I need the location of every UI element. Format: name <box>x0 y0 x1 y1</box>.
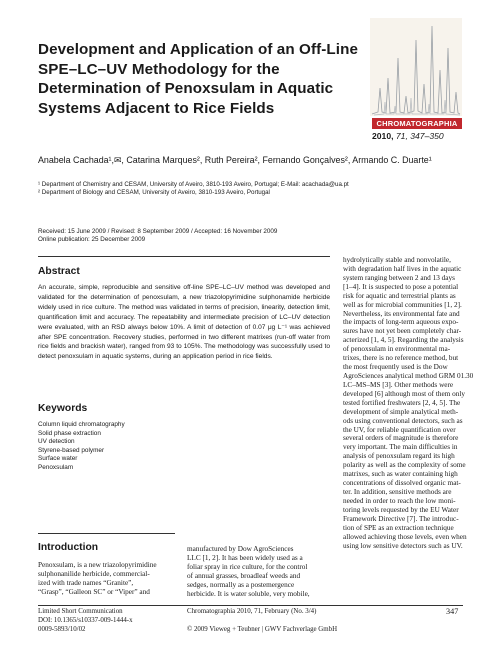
page-number: 347 <box>446 607 459 616</box>
author-list: Anabela Cachada¹,✉, Catarina Marques², Ruth Pereira², Fernando Gonçalves², Armando C. Duarte¹ <box>38 155 432 165</box>
text-line: “Grasp”, “Galleon SC” or “Viper” and <box>38 588 150 596</box>
title-line: Development and Application of an Off-Line <box>38 41 359 58</box>
journal-year: 2010, <box>372 131 394 141</box>
keyword-item: Solid phase extraction <box>38 429 101 437</box>
journal-logo-graphic <box>370 18 462 116</box>
doi: DOI: 10.1365/s10337-009-1444-x <box>38 617 133 624</box>
text-line: ized with trade names “Granite”, <box>38 579 134 587</box>
issn-code: 0009-5893/10/02 <box>38 626 86 633</box>
text-line: allowed achieving those levels, even when <box>343 532 467 541</box>
text-line: needed in order to reach the low moni- <box>343 496 456 505</box>
text-line: foliar spray in rice culture, for the control <box>187 563 308 571</box>
text-line: ter. In addition, sensitive methods are <box>343 487 452 496</box>
text-line: with degradation half lives in the aquatic <box>343 264 462 273</box>
text-line: AgroSciences analytical method GRM 01.30 <box>343 371 474 380</box>
text-line: sures have not yet been completely char- <box>343 327 462 336</box>
text-line: [1–4]. It is suspected to pose a potential <box>343 282 459 291</box>
article-title <box>38 40 368 118</box>
text-line: toring levels requested by the EU Water <box>343 505 459 514</box>
keyword-item: UV detection <box>38 438 75 445</box>
affiliation-1: ¹ Department of Chemistry and CESAM, University of Aveiro, 3810-193 Aveiro, Portugal; E-Mail: acachada@ua.pt <box>38 181 349 188</box>
keyword-item: Column liquid chromatography <box>38 421 125 428</box>
journal-citation <box>372 131 444 141</box>
text-line: tion of SPE as an extraction technique <box>343 523 454 532</box>
text-line: Penoxsulam, is a new triazolopyrimidine <box>38 561 157 569</box>
body-right-column <box>343 256 474 550</box>
text-line: analysis of penoxsulam regard its high <box>343 452 455 461</box>
text-line: using low sensitive detectors such as UV. <box>343 541 463 550</box>
text-line: acterized [1, 4, 5]. Regarding the analysis <box>343 336 464 345</box>
online-publication-date: Online publication: 25 December 2009 <box>38 236 146 243</box>
text-line: LLC [1, 2]. It has been widely used as a <box>187 554 303 562</box>
affiliation-2: ² Department of Biology and CESAM, University of Aveiro, 3810-193 Aveiro, Portugal <box>38 189 270 196</box>
introduction-top-rule <box>38 533 175 534</box>
text-line: hydrolytically stable and nonvolatile, <box>343 256 451 264</box>
chromatogram-graphic <box>370 18 462 116</box>
text-line: LC–MS–MS [3]. Other methods were <box>343 380 454 389</box>
journal-volume-pages: 71, 347–350 <box>395 131 444 141</box>
keyword-item: Styrene-based polymer <box>38 446 105 454</box>
article-type: Limited Short Communication <box>38 608 123 615</box>
text-line: system ranging between 2 and 13 days <box>343 273 455 282</box>
copyright: © 2009 Vieweg + Teubner | GWV Fachverlage GmbH <box>187 626 338 633</box>
text-line: manufactured by Dow AgroSciences <box>187 545 294 553</box>
text-line: several orders of magnitude is therefore <box>343 434 459 443</box>
abstract-top-rule <box>38 256 330 257</box>
keywords-heading: Keywords <box>38 403 88 414</box>
text-line: polarity as well as the complexity of some <box>343 461 466 470</box>
text-line: matrixes, such as water containing high <box>343 470 458 479</box>
received-dates: Received: 15 June 2009 / Revised: 8 September 2009 / Accepted: 16 November 2009 <box>38 228 278 235</box>
abstract-text: An accurate, simple, reproducible and sensitive off-line SPE–LC–UV method was developed and validated for the determination of penoxsulam, a new triazolopyrimidine sulphonamide herbicide widely used in rice culture. The method was validated in terms of precision, linearity, detection limit, quantification limit and accuracy. The repeatability and intermediate precision of LC–UV detection were evaluated, with an RSD always below 10%. A limit of detection of 0.07 μg L⁻¹ was achieved after SPE concentration. Recovery studies, performed in two different matrixes (run-off water from rice fields and brackish water), ranged from 93 to 105%. The methodology was successfully used to detect penoxsulam in aquatic systems, during an application period in rice fields. <box>38 284 330 361</box>
footer-rule <box>38 605 463 606</box>
text-line: trixes, there is no reference method, but <box>343 354 459 363</box>
text-line: of penoxsulam in environmental ma- <box>343 345 451 354</box>
text-line: sedges, normally as a postemergence <box>187 581 295 589</box>
text-line: ods using conventional detectors, such as <box>343 416 463 425</box>
text-line: the impacts of long-term aqueous expo- <box>343 318 459 327</box>
text-line: herbicide. It is water soluble, very mobile, <box>187 590 310 598</box>
abstract-heading: Abstract <box>38 266 80 277</box>
journal-issue: Chromatographia 2010, 71, February (No. 3/4) <box>187 608 317 615</box>
text-line: development of simple analytical meth- <box>343 407 459 416</box>
introduction-column-1 <box>38 561 175 597</box>
text-line: risk for aquatic and terrestrial plants as <box>343 291 456 300</box>
keyword-item: Surface water <box>38 455 78 462</box>
text-line: Framework Directive [7]. The introduc- <box>343 514 459 523</box>
text-line: the most frequently used is the Dow <box>343 363 448 372</box>
introduction-column-2 <box>187 545 333 599</box>
title-line: Determination of Penoxsulam in Aquatic <box>38 80 334 97</box>
text-line: sulphonanilide herbicide, commercial- <box>38 570 150 578</box>
text-line: well as for microbial communities [1, 2]. <box>343 300 462 309</box>
introduction-heading: Introduction <box>38 542 99 553</box>
title-line: Systems Adjacent to Rice Fields <box>38 99 275 117</box>
keyword-item: Penoxsulam <box>38 463 74 471</box>
title-line: SPE–LC–UV Methodology for the <box>38 60 280 78</box>
text-line: of annual grasses, broadleaf weeds and <box>187 572 301 580</box>
text-line: tested fortified freshwaters [2, 4, 5]. The <box>343 398 461 407</box>
text-line: developed [6] although most of them only <box>343 389 466 398</box>
journal-logo-plate: CHROMATOGRAPHIA <box>372 118 462 129</box>
text-line: concentrations of dissolved organic mat- <box>343 479 461 488</box>
text-line: Nevertheless, its environmental fate and <box>343 309 460 318</box>
text-line: the UV, for reliable quantification over <box>343 425 456 434</box>
text-line: very important. The main difficulties in <box>343 443 458 452</box>
